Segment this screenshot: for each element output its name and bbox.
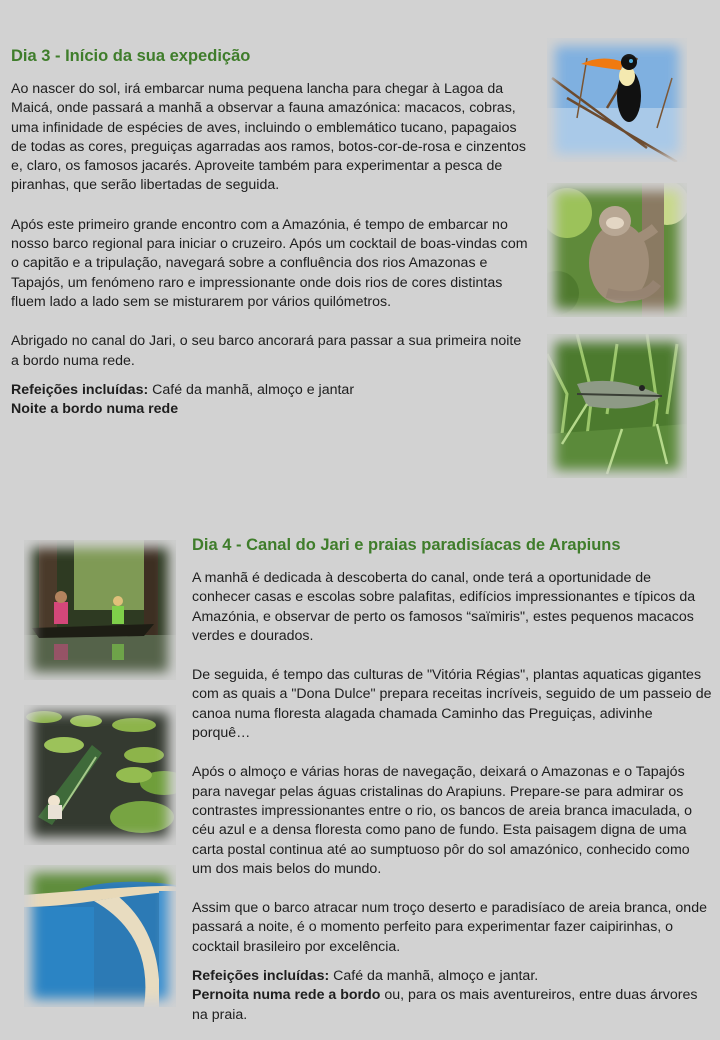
day4-meals-text: Café da manhã, almoço e jantar. bbox=[329, 968, 539, 985]
day3-section bbox=[11, 47, 531, 419]
day4-paragraph-4: Assim que o barco atracar num troço deserto e paradisíaco de areia branca, onde passará a noite, é o momento perfeito para experimentar fazer caipirinhas, o cocktail brasileiro por excelência. bbox=[192, 900, 707, 955]
canoe-forest-photo bbox=[24, 540, 176, 680]
day4-night-text: ou, para os mais aventureiros, entre duas árvores na praia. bbox=[192, 987, 698, 1023]
day3-meals-label: Refeições incluídas: bbox=[11, 381, 149, 398]
day4-paragraph-2: De seguida, é tempo das culturas de "Vitória Régias", plantas aquaticas gigantes com as quais a "Dona Dulce" prepara receitas incríveis, seguido de um passeio de canoa numa floresta alagada chamada Caminho das Preguiças, adivinhe porquê… bbox=[192, 667, 712, 742]
day4-paragraph-3: Após o almoço e várias horas de navegação, deixará o Amazonas e o Tapajós para navegar pelas águas cristalinas do Arapiuns. Prepare-se para admirar os contrastes impressionantes entre o rio, os bancos de areia branca imaculada, o céu azul e a densa floresta como pano de fundo. Esta paisagem digna de uma carta postal continua até ao sumptuoso pôr do sol amazónico, conhecido como um dos mais belos do mundo. bbox=[192, 764, 692, 877]
sloth-photo bbox=[547, 183, 687, 317]
day3-paragraph-1: Ao nascer do sol, irá embarcar numa pequena lancha para chegar à Lagoa da Maicá, onde passará a manhã a observar a fauna amazónica: macacos, cobras, uma infinidade de espécies de aves, incluindo o emblemático tucano, papagaios de todas as cores, preguiças agarradas aos ramos, botos-cor-de-rosa e cinzentos e, claro, os famosos jacarés. Aproveite também para experimentar a pesca de piranhas, que serão libertadas de seguida. bbox=[11, 81, 526, 194]
day3-night: Noite a bordo numa rede bbox=[11, 401, 179, 418]
day4-meals bbox=[192, 967, 712, 1025]
toucan-photo bbox=[547, 38, 687, 162]
day4-meals-label: Refeições incluídas: bbox=[192, 968, 330, 985]
day3-title: Dia 3 - Início da sua expedição bbox=[11, 47, 251, 65]
day4-section bbox=[192, 536, 712, 1025]
day3-paragraph-2: Após este primeiro grande encontro com a Amazónia, é tempo de embarcar no nosso barco regional para iniciar o cruzeiro. Após um cocktail de boas-vindas com o capitão e a tripulação, navegará sobre a confluência dos rios Amazonas e Tapajós, um fenómeno raro e impressionante onde dois rios de cores distintas fluem lado a lado sem se misturarem por vários quilómetros. bbox=[11, 216, 528, 310]
day4-paragraph-1: A manhã é dedicada à descoberta do canal, onde terá a oportunidade de conhecer casas e escolas sobre palafitas, edifícios impressionantes e típicos da Amazónia, e observar de perto os famosos “saïmiris", estes pequenos macacos verdes e dourados. bbox=[192, 570, 696, 644]
day3-meals bbox=[11, 381, 531, 420]
caiman-photo bbox=[547, 334, 687, 478]
sandbank-beach-photo bbox=[24, 865, 176, 1007]
day4-night-bold: Pernoita numa rede a bordo bbox=[192, 987, 381, 1004]
day3-paragraph-3: Abrigado no canal do Jari, o seu barco ancorará para passar a sua primeira noite a bordo numa rede. bbox=[11, 333, 522, 369]
day3-meals-text: Café da manhã, almoço e jantar bbox=[148, 381, 355, 398]
day4-title: Dia 4 - Canal do Jari e praias paradisíacas de Arapiuns bbox=[192, 536, 621, 554]
water-lilies-photo bbox=[24, 705, 176, 845]
